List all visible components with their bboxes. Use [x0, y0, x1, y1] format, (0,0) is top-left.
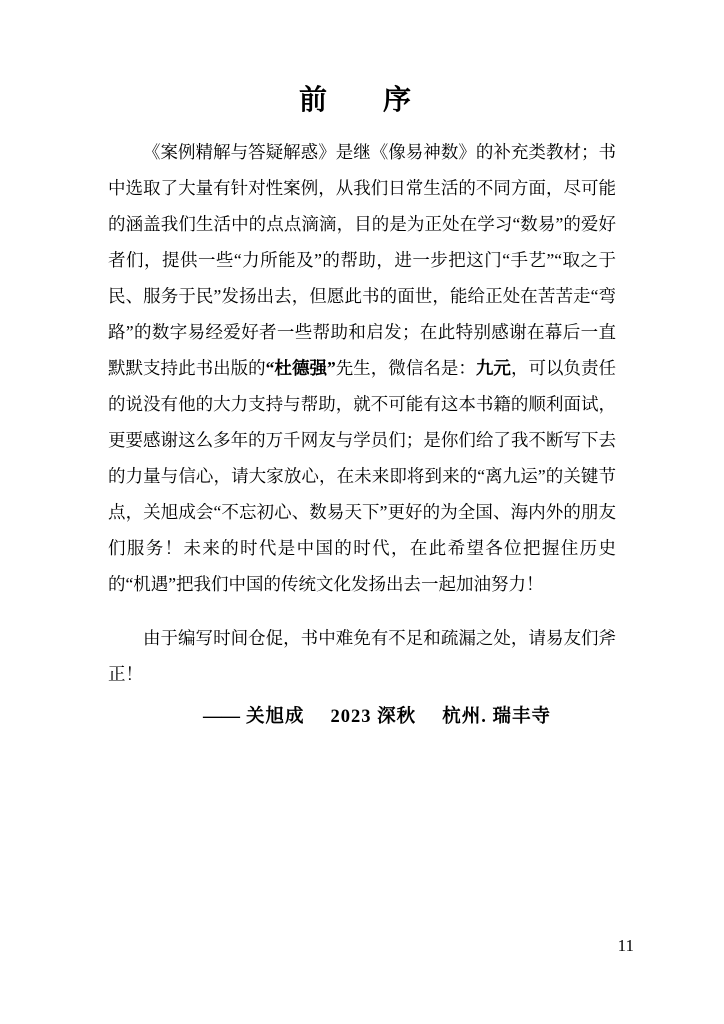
body-text: 《案例精解与答疑解惑》是继《像易神数》的补充类教材；书中选取了大量有针对性案例，从我们日常生活的不同方面，尽可能的涵盖我们生活中的点点滴滴，目的是为正处在学习“数易”的爱好者们，提供一些“力所能及”的帮助，进一步把这门“手艺”“取之于民、服务于民”发扬出去，但愿此书的面世，能给正处在苦苦走“弯路”的数字易经爱好者一些帮助和启发；在此特别感谢在幕后一直默默支持此书出版的	[108, 142, 616, 378]
signature-date: 2023 深秋	[330, 707, 417, 727]
page-title: 前 序	[298, 85, 425, 116]
emphasis-text: 九元	[475, 358, 511, 378]
body-text: 先生，微信名是：	[335, 358, 476, 378]
signature-place: 杭州. 瑞丰寺	[442, 707, 551, 727]
paragraph-1	[108, 134, 616, 602]
signature-dash: ——	[203, 707, 241, 727]
signature-line	[108, 702, 616, 728]
document-body	[108, 134, 616, 728]
body-text: 由于编写时间仓促，书中难免有不足和疏漏之处，请易友们斧正！	[108, 628, 616, 684]
body-text: ，可以负责任的说没有他的大力支持与帮助，就不可能有这本书籍的顺利面试，更要感谢这么多年的万千网友与学员们；是你们给了我不断写下去的力量与信心，请大家放心，在未来即将到来的“离九运”的关键节点，关旭成会“不忘初心、数易天下”更好的为全国、海内外的朋友们服务！未来的时代是中国的时代，在此希望各位把握住历史的“机遇”把我们中国的传统文化发扬出去一起加油努力！	[108, 358, 617, 594]
page-number: 11	[617, 936, 634, 955]
emphasis-text: “杜德强”	[265, 358, 336, 378]
signature-author: 关旭成	[246, 707, 305, 727]
paragraph-2	[108, 620, 616, 692]
